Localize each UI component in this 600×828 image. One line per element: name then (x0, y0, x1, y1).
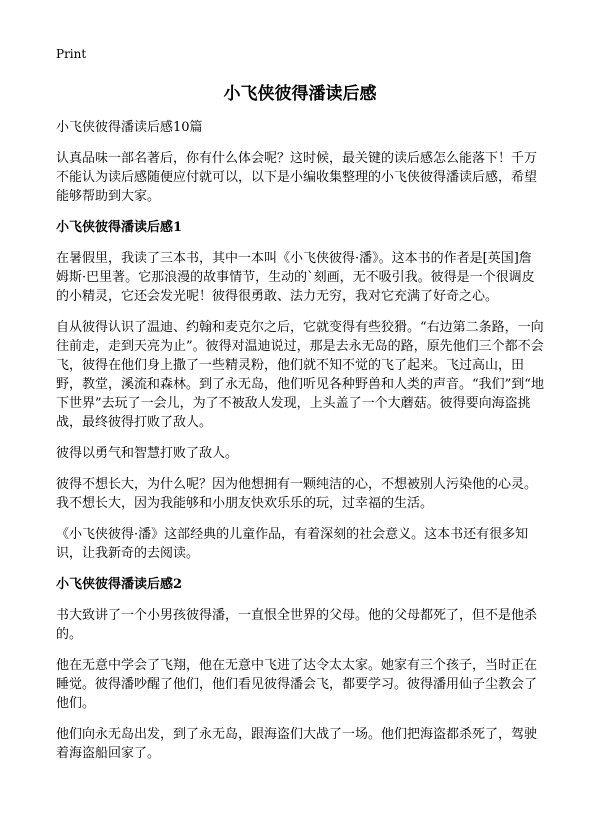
section-heading: 小飞侠彼得潘读后感1 (56, 220, 183, 235)
paragraph: 书大致讲了一个小男孩彼得潘，一直恨全世界的父母。他的父母都死了，但不是他杀的。 (56, 608, 538, 642)
section-heading: 小飞侠彼得潘读后感2 (56, 577, 183, 592)
paragraph: 他们向永无岛出发，到了永无岛，跟海盗们大战了一场。他们把海盗都杀死了，驾驶着海盗船回家了。 (56, 727, 538, 761)
paragraph: 在暑假里，我读了三本书，其中一本叫《小飞侠彼得·潘》。这本书的作者是[英国]詹姆斯·巴里著。它那浪漫的故事情节，生动的`刻画，无不吸引我。彼得是一个很调皮的小精灵，它还会发光呢！彼得很勇敢、法力无穷，我对它充满了好奇之心。 (56, 251, 535, 304)
paragraph: 他在无意中学会了飞翔，他在无意中飞进了达令太太家。她家有三个孩子，当时正在睡觉。彼得潘吵醒了他们，他们看见彼得潘会飞，都要学习。彼得潘用仙子尘教会了他们。 (56, 658, 538, 711)
article-subtitle: 小飞侠彼得潘读后感10篇 (56, 120, 203, 135)
page-title: 小飞侠彼得潘读后感 (223, 84, 377, 104)
paragraph: 彼得不想长大，为什么呢？因为他想拥有一颗纯洁的心，不想被别人污染他的心灵。我不想长大，因为我能够和小朋友快欢乐乐的玩，过幸福的生活。 (56, 477, 538, 511)
print-label: Print (56, 47, 87, 61)
paragraph: 彼得以勇气和智慧打败了敌人。 (56, 446, 239, 461)
article-body (56, 118, 544, 775)
paragraph: 自从彼得认识了温迪、约翰和麦克尔之后，它就变得有些狡猾。“右边第二条路，一向往前走，走到天亮为止”。彼得对温迪说过，那是去永无岛的路，原先他们三个都不会飞，彼得在他们身上撒了一些精灵粉，他们就不知不觉的飞了起来。飞过高山，田野，教堂，溪流和森林。到了永无岛，他们听见各种野兽和人类的声音。“我们”到“地下世界”去玩了一会儿，为了不被敌人发现，上头盖了一个大蘑菇。彼得要向海盗挑战，最终彼得打败了敌人。 (56, 320, 544, 430)
intro-paragraph: 认真品味一部名著后，你有什么体会呢？这时候，最关键的读后感怎么能落下！千万不能认为读后感随便应付就可以，以下是小编收集整理的小飞侠彼得潘读后感，希望能够帮助到大家。 (56, 151, 538, 204)
paragraph: 《小飞侠彼得·潘》这部经典的儿童作品，有着深刻的社会意义。这本书还有很多知识，让我新奇的去阅读。 (56, 527, 529, 561)
